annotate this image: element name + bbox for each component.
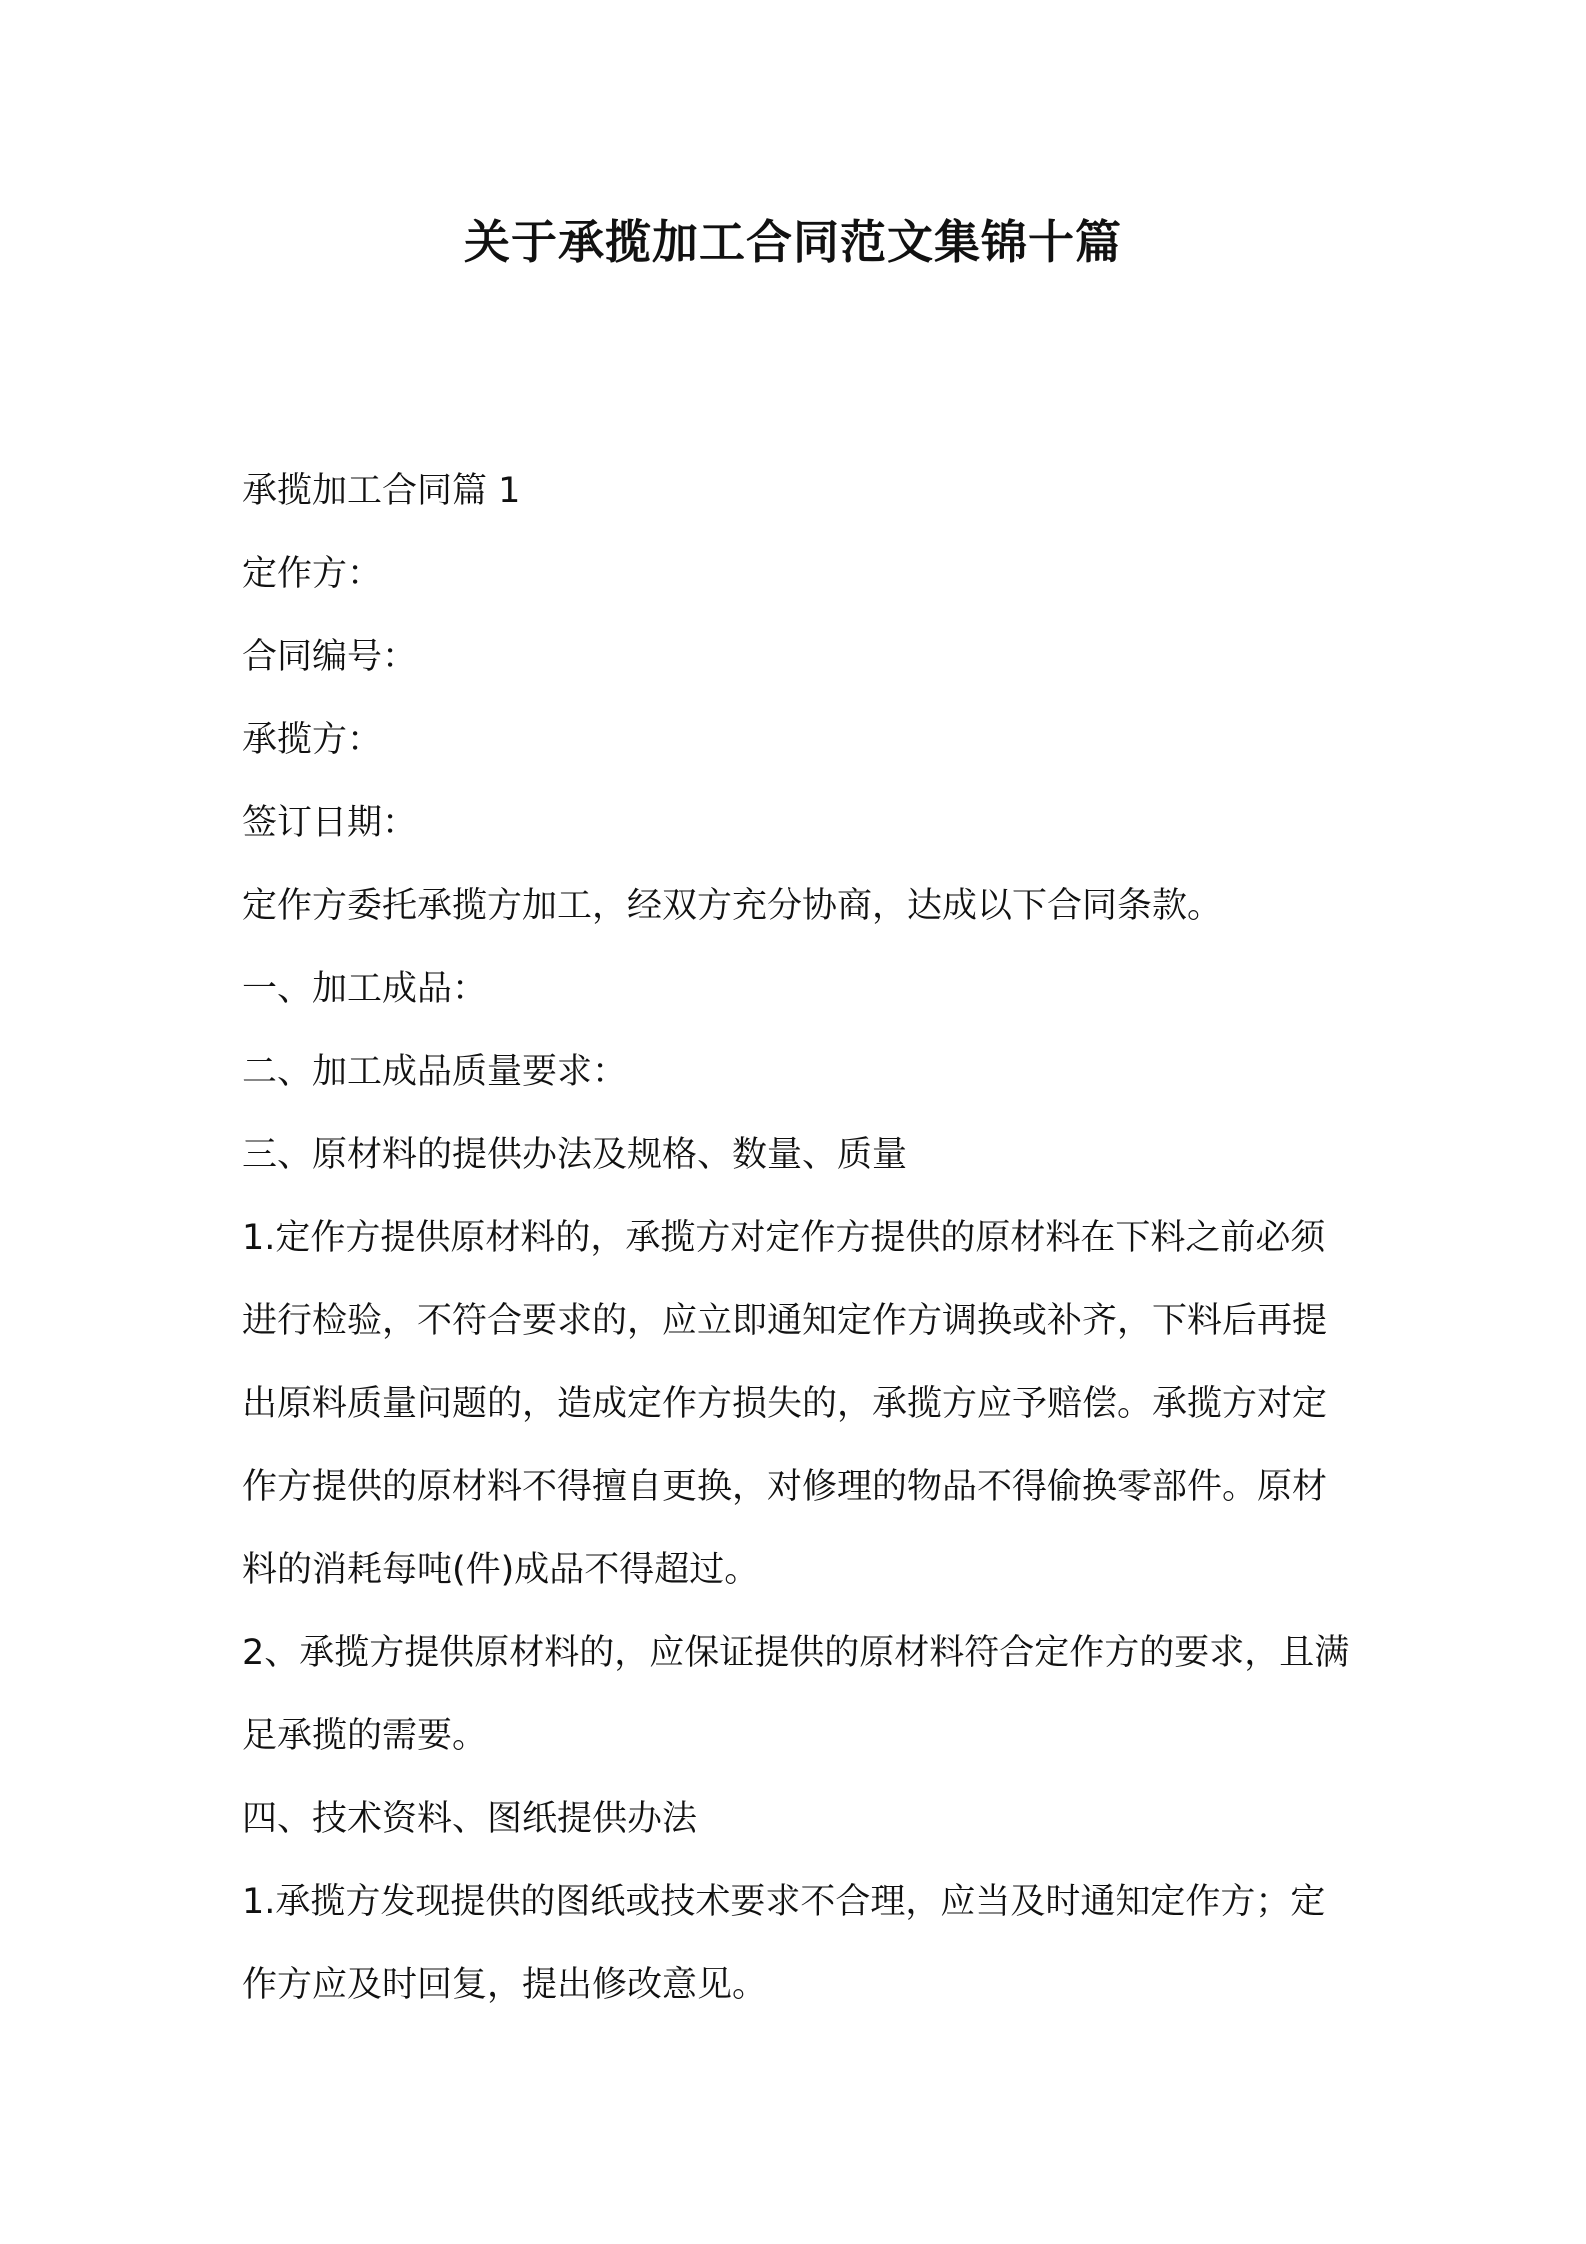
- field-contractor: 承揽方：: [242, 720, 383, 760]
- paragraph-clause-4-1: 1.承揽方发现提供的图纸或技术要求不合理，应当及时通知定作方；定作方应及时回复，提出修改意见。: [242, 1882, 1326, 2005]
- clause-heading-3: 三、原材料的提供办法及规格、数量、质量: [242, 1135, 908, 1175]
- document-body: [242, 450, 1352, 2027]
- field-contract-number: 合同编号：: [242, 637, 418, 677]
- section-heading: 承揽加工合同篇 1: [242, 471, 521, 511]
- paragraph-clause-3-1: 1.定作方提供原材料的，承揽方对定作方提供的原材料在下料之前必须进行检验，不符合要求的，应立即通知定作方调换或补齐，下料后再提出原料质量问题的，造成定作方损失的，承揽方应予赔偿。承揽方对定作方提供的原材料不得擅自更换，对修理的物品不得偷换零部件。原材料的消耗每吨(件)成品不得超过。: [242, 1218, 1328, 1590]
- clause-heading-1: 一、加工成品：: [242, 969, 488, 1009]
- paragraph-intro: 定作方委托承揽方加工，经双方充分协商，达成以下合同条款。: [242, 886, 1223, 926]
- clause-heading-2: 二、加工成品质量要求：: [242, 1052, 628, 1092]
- paragraph-clause-3-2: 2、承揽方提供原材料的，应保证提供的原材料符合定作方的要求，且满足承揽的需要。: [242, 1633, 1350, 1756]
- document-title: 关于承揽加工合同范文集锦十篇: [464, 215, 1122, 269]
- clause-heading-4: 四、技术资料、图纸提供办法: [242, 1799, 698, 1839]
- field-signing-date: 签订日期：: [242, 803, 418, 843]
- field-orderer: 定作方：: [242, 554, 383, 594]
